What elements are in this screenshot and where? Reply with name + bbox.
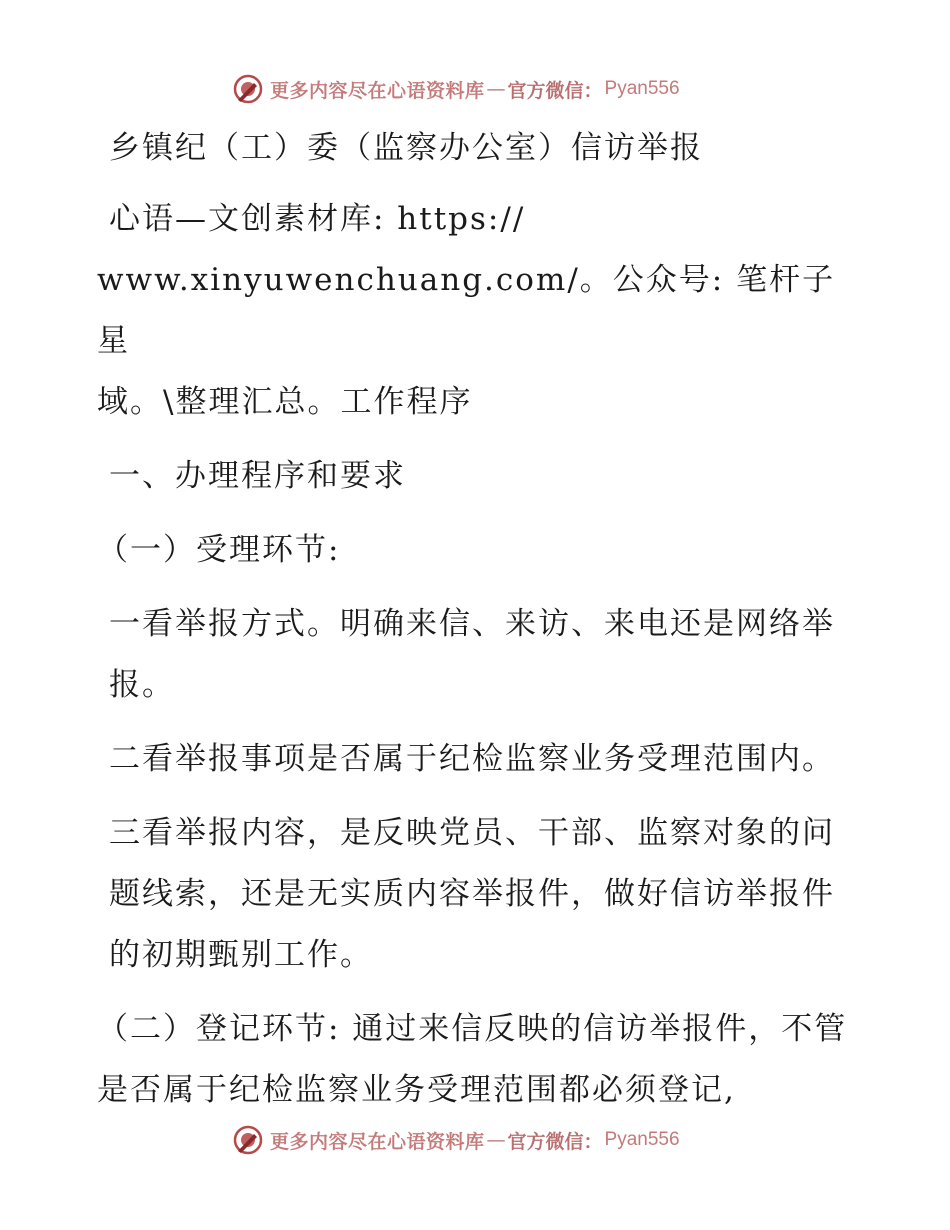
watermark-id: Pyan556 — [604, 78, 680, 99]
pen-logo-icon — [232, 73, 264, 105]
document-title: 乡镇纪（工）委（监察办公室）信访举报 — [109, 130, 703, 166]
watermark-separator: — — [486, 1129, 506, 1151]
source-line-1-text: 心语—文创素材库: https:// — [109, 201, 526, 237]
section-heading-1: 一、办理程序和要求 — [109, 458, 406, 494]
paragraph-item-1: 一看举报方式。明确来信、来访、来电还是网络举报。 — [109, 606, 835, 703]
paragraph-item-3: 三看举报内容，是反映党员、干部、监察对象的问题线索，还是无实质内容举报件，做好信访举报件的初期甄别工作。 — [109, 815, 835, 973]
subsection-heading-2: （二）登记环节: 通过来信反映的信访举报件，不管是否属于纪检监察业务受理范围都必须登记, — [97, 1011, 848, 1108]
watermark-separator: — — [486, 78, 506, 100]
source-line-2: www.xinyuwenchuang.com/。公众号: 笔杆子星 — [97, 262, 836, 359]
paragraph-item-2: 二看举报事项是否属于纪检监察业务受理范围内。 — [109, 741, 835, 777]
watermark-text: 更多内容尽在心语资料库 — [270, 1130, 485, 1153]
source-line-1 — [97, 189, 857, 250]
watermark-footer — [232, 1123, 680, 1157]
watermark-label: 官方微信： — [507, 1130, 603, 1153]
watermark-text: 更多内容尽在心语资料库 — [270, 79, 485, 102]
subsection-heading-1: （一）受理环节: — [97, 532, 341, 568]
source-line-3: 域。\整理汇总。工作程序 — [97, 384, 473, 420]
pen-logo-icon — [232, 1124, 264, 1156]
document-body — [97, 118, 857, 1121]
watermark-label: 官方微信： — [507, 79, 603, 102]
watermark-id: Pyan556 — [604, 1129, 680, 1150]
watermark-header — [232, 72, 680, 106]
